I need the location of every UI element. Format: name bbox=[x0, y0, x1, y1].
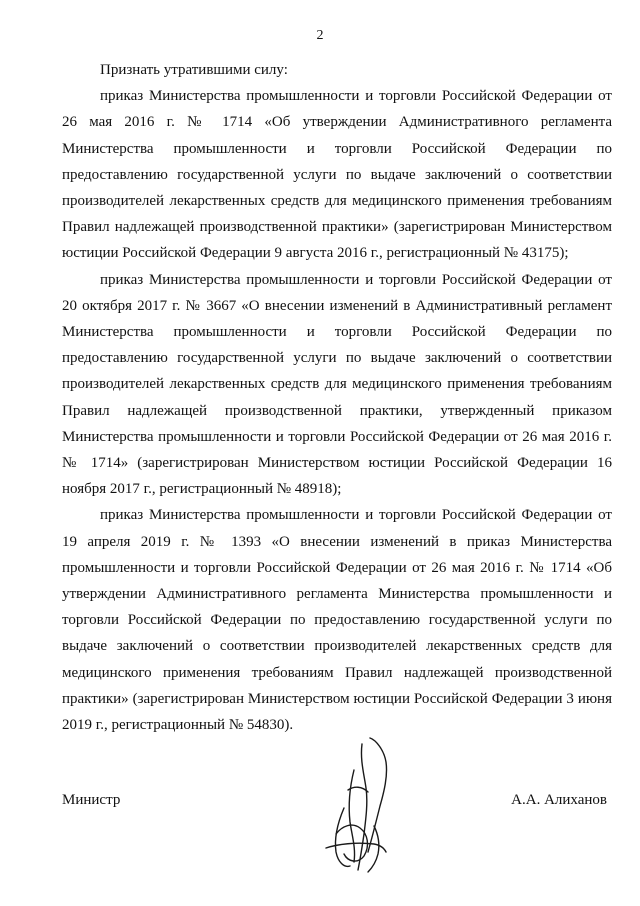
handwritten-signature bbox=[314, 730, 404, 880]
order-paragraph-1714: приказ Министерства промышленности и торговли Российской Федерации от 26 мая 2016 г. № 1714 «Об утверждении Административного регламента Министерства промышленности и торговли Российской Федерации по предоставлению государственной услуги по выдаче заключений о соответствии производителей лекарственных средств для медицинского применения требованиям Правил надлежащей производственной практики» (зарегистрирован Министерством юстиции Российской Федерации 9 августа 2016 г., регистрационный № 43175); bbox=[62, 88, 612, 262]
order-paragraph-1393: приказ Министерства промышленности и торговли Российской Федерации от 19 апреля 2019 г. № 1393 «О внесении изменений в приказ Министерства промышленности и торговли Российской Федерации от 26 мая 2016 г. № 1714 «Об утверждении Административного регламента Министерства промышленности и торговли Российской Федерации по предоставлению государственной услуги по выдаче заключений о соответствии производителей лекарственных средств для медицинского применения требованиям Правил надлежащей производственной практики» (зарегистрирован Министерством юстиции Российской Федерации 3 июня 2019 г., регистрационный № 54830). bbox=[62, 507, 612, 734]
document-body bbox=[62, 57, 612, 738]
signatory-title: Министр bbox=[62, 792, 121, 808]
page-number: 2 bbox=[316, 28, 324, 43]
intro-paragraph: Признать утратившими силу: bbox=[100, 62, 288, 78]
order-paragraph-3667: приказ Министерства промышленности и торговли Российской Федерации от 20 октября 2017 г. № 3667 «О внесении изменений в Административный регламент Министерства промышленности и торговли Российской Федерации по предоставлению государственной услуги по выдаче заключений о соответствии производителей лекарственных средств для медицинского применения требованиям Правил надлежащей производственной практики, утвержденный приказом Министерства промышленности и торговли Российской Федерации от 26 мая 2016 г. № 1714» (зарегистрирован Министерством юстиции Российской Федерации 16 ноября 2017 г., регистрационный № 48918); bbox=[62, 271, 612, 498]
signatory-name: А.А. Алиханов bbox=[511, 792, 607, 808]
